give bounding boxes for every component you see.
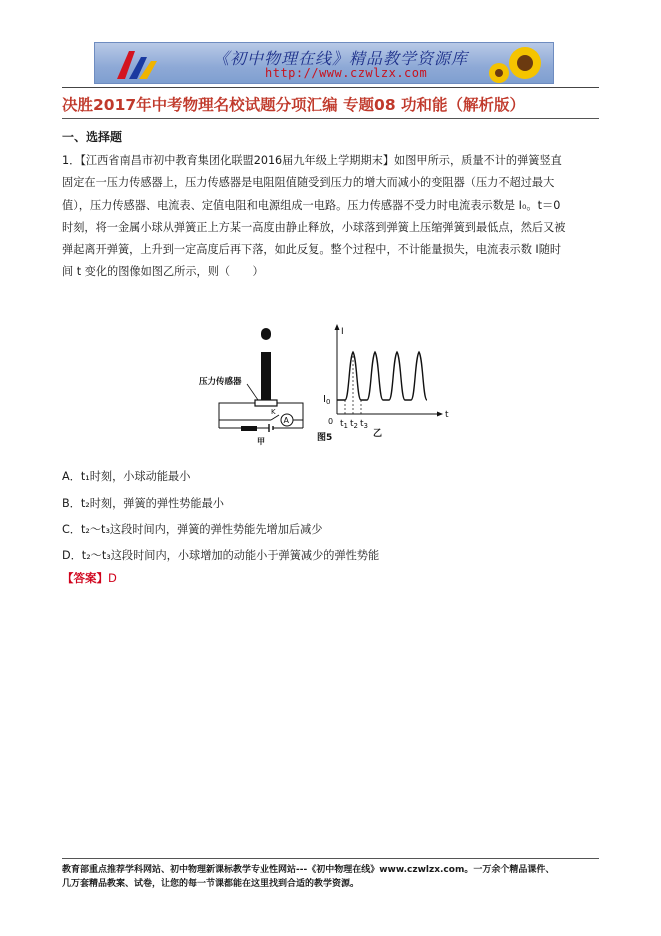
header-divider: [62, 87, 599, 88]
banner-url: http://www.czwlzx.com: [265, 66, 428, 80]
ammeter-label: A: [283, 416, 289, 425]
page-title: 决胜2017年中考物理名校试题分项汇编 专题08 功和能（解析版）: [62, 96, 526, 114]
option-a: A．t₁时刻，小球动能最小: [62, 470, 191, 483]
question-line: 弹起离开弹簧，上升到一定高度后再下落，如此反复。整个过程中，不计能量损失，电流表示数 I随时: [62, 243, 562, 257]
t3-label: $t_3$: [360, 419, 368, 430]
t2-label: $t_2$: [350, 419, 358, 430]
switch-label: K: [271, 408, 276, 416]
metal-ball: [261, 328, 271, 340]
i0-label: $I_0$: [323, 394, 331, 406]
figure-caption: 图5: [317, 433, 333, 443]
option-c: C．t₂～t₃这段时间内，弹簧的弹性势能先增加后减少: [62, 523, 323, 536]
page-footer: [62, 863, 602, 891]
answer-label: 【答案】: [62, 571, 108, 585]
option-d: D．t₂～t₃这段时间内，小球增加的动能小于弹簧减少的弹性势能: [62, 549, 380, 562]
axis-t-label: t: [445, 410, 449, 420]
answer-line: [62, 570, 117, 586]
title-divider: [62, 118, 599, 119]
label-yi: 乙: [373, 429, 383, 439]
current-curve: [337, 352, 427, 400]
pressure-sensor: [255, 400, 277, 406]
banner-tagline: 《初中物理在线》精品教学资源库: [213, 49, 469, 68]
axis-i-label: I: [341, 327, 344, 337]
site-logo-icon: [113, 47, 159, 81]
footer-line: 几万套精品教案、试卷，让您的每一节课都能在这里找到合适的教学资源。: [62, 879, 360, 889]
footer-line: 教育部重点推荐学科网站、初中物理新课标教学专业性网站---《初中物理在线》www.czwlzx.com。一万余个精品课件、: [62, 865, 555, 875]
resistor: [241, 426, 257, 431]
question-figure: [195, 322, 465, 454]
question-line: 间 t 变化的图像如图乙所示，则（ ）: [62, 265, 264, 279]
footer-divider: [62, 858, 599, 859]
question-line: 固定在一压力传感器上，压力传感器是电阻阻值随受到压力的增大而减小的变阻器（压力不超过最大: [62, 176, 555, 190]
sunflower-icon: [485, 43, 549, 84]
question-line: 值），压力传感器、电流表、定值电阻和电源组成一电路。压力传感器不受力时电流表示数是 I₀。t＝0: [62, 198, 561, 212]
question-body: [62, 150, 614, 284]
option-b: B．t₂时刻，弹簧的弹性势能最小: [62, 497, 224, 510]
question-line: 1．【江西省南昌市初中教育集团化联盟2016届九年级上学期期末】如图甲所示，质量不计的弹簧竖直: [62, 154, 562, 167]
t1-label: $t_1$: [340, 419, 348, 430]
section-heading: 一、选择题: [62, 130, 123, 144]
header-banner: [94, 42, 554, 84]
label-jia: 甲: [257, 437, 265, 446]
origin-label: 0: [328, 417, 334, 426]
sensor-label: 压力传感器: [199, 377, 242, 387]
spring: [261, 352, 271, 400]
answer-value: D: [108, 571, 117, 585]
question-line: 时刻，将一金属小球从弹簧正上方某一高度由静止释放，小球落到弹簧上压缩弹簧到最低点，然后又被: [62, 220, 566, 234]
